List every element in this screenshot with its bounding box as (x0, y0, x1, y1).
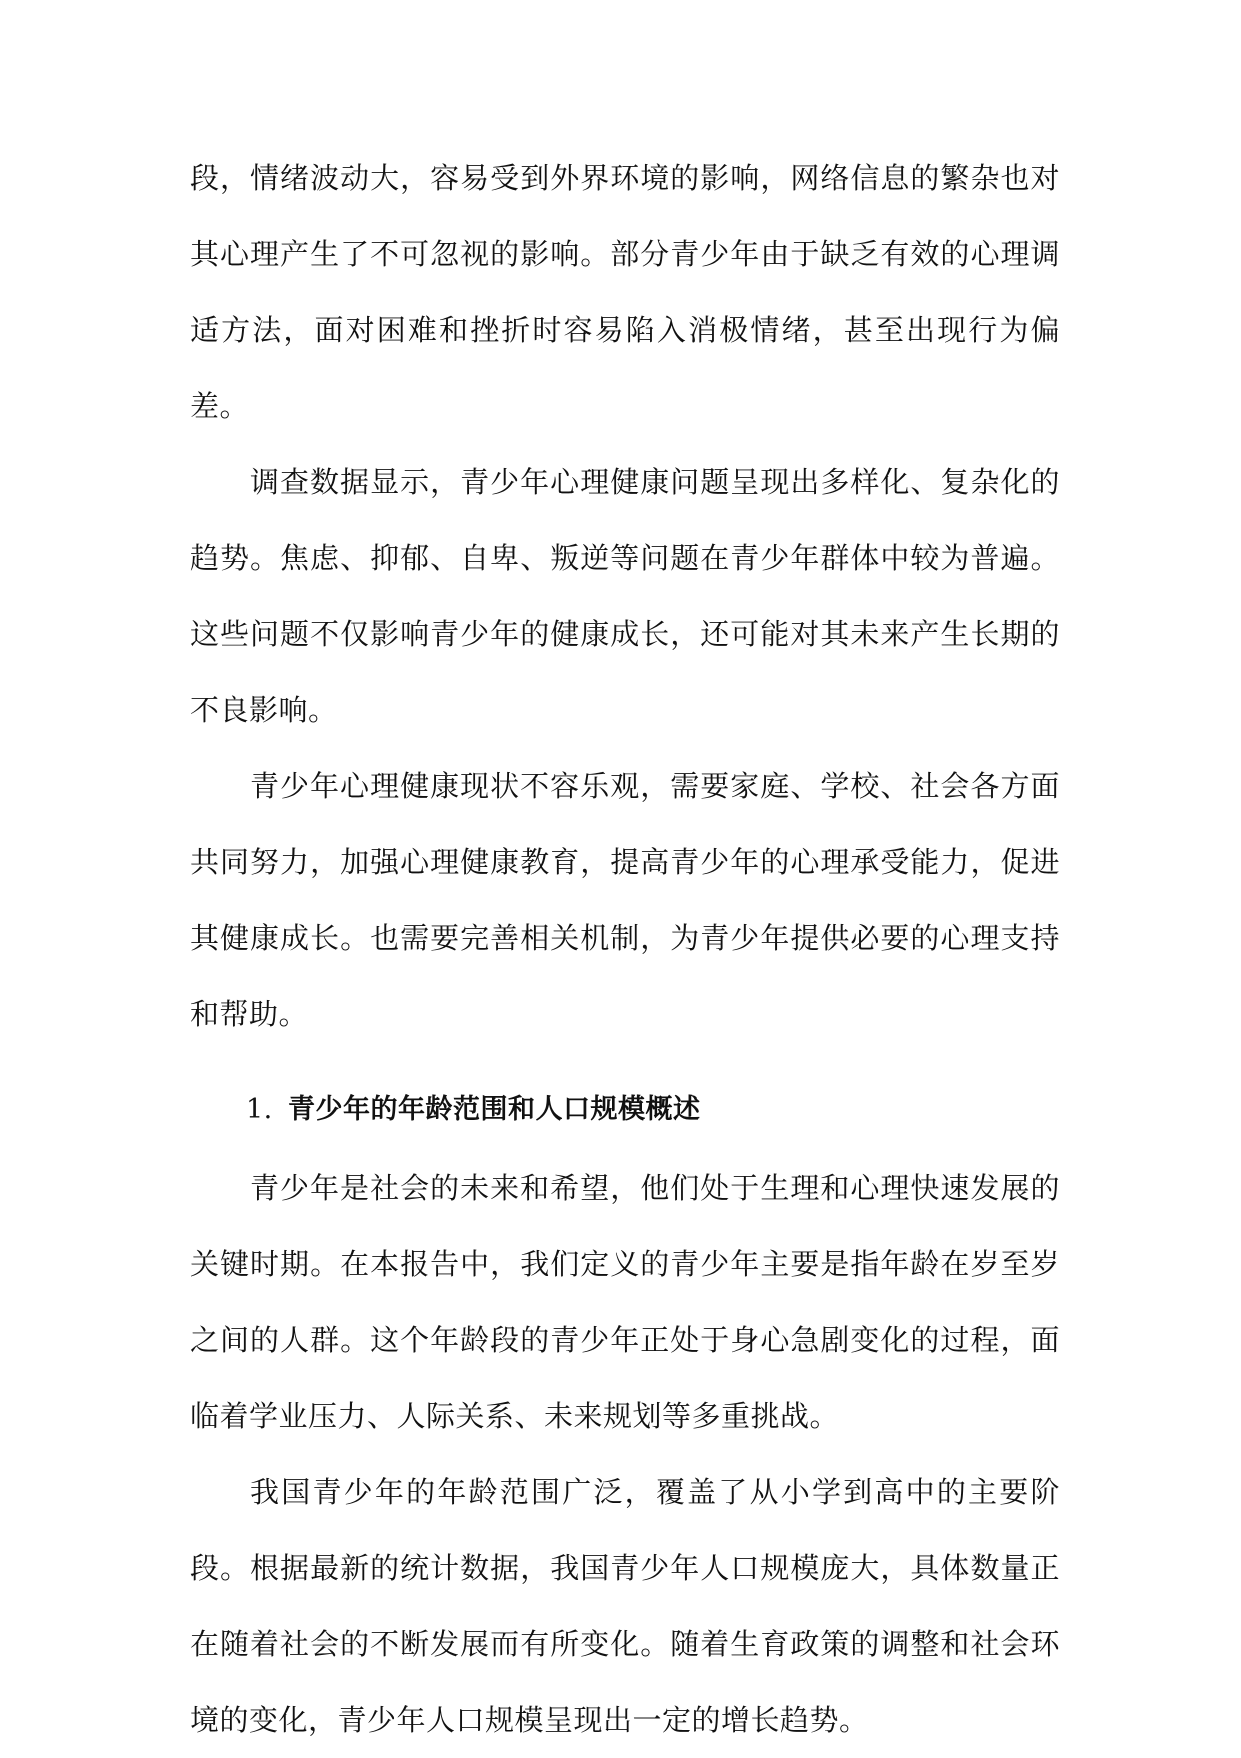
paragraph-population-scale: 我国青少年的年龄范围广泛，覆盖了从小学到高中的主要阶段。根据最新的统计数据，我国青少年人口规模庞大，具体数量正在随着社会的不断发展而有所变化。随着生育政策的调整和社会环境的变化，青少年人口规模呈现出一定的增长趋势。 (190, 1475, 1060, 1737)
paragraph-continued: 段，情绪波动大，容易受到外界环境的影响，网络信息的繁杂也对其心理产生了不可忽视的影响。部分青少年由于缺乏有效的心理调适方法，面对困难和挫折时容易陷入消极情绪，甚至出现行为偏差。 (190, 161, 1060, 423)
section-number: 1. (246, 1094, 273, 1125)
paragraph-survey-data: 调查数据显示，青少年心理健康问题呈现出多样化、复杂化的趋势。焦虑、抑郁、自卑、叛逆等问题在青少年群体中较为普遍。这些问题不仅影响青少年的健康成长，还可能对其未来产生长期的不良影响。 (190, 465, 1060, 727)
section-title: 青少年的年龄范围和人口规模概述 (288, 1094, 701, 1125)
paragraph-current-status: 青少年心理健康现状不容乐观，需要家庭、学校、社会各方面共同努力，加强心理健康教育，提高青少年的心理承受能力，促进其健康成长。也需要完善相关机制，为青少年提供必要的心理支持和帮助。 (190, 769, 1060, 1031)
document-body (190, 140, 1060, 1758)
section-heading (190, 1070, 1060, 1150)
paragraph-age-definition: 青少年是社会的未来和希望，他们处于生理和心理快速发展的关键时期。在本报告中，我们定义的青少年主要是指年龄在岁至岁之间的人群。这个年龄段的青少年正处于身心急剧变化的过程，面临着学业压力、人际关系、未来规划等多重挑战。 (190, 1171, 1060, 1433)
